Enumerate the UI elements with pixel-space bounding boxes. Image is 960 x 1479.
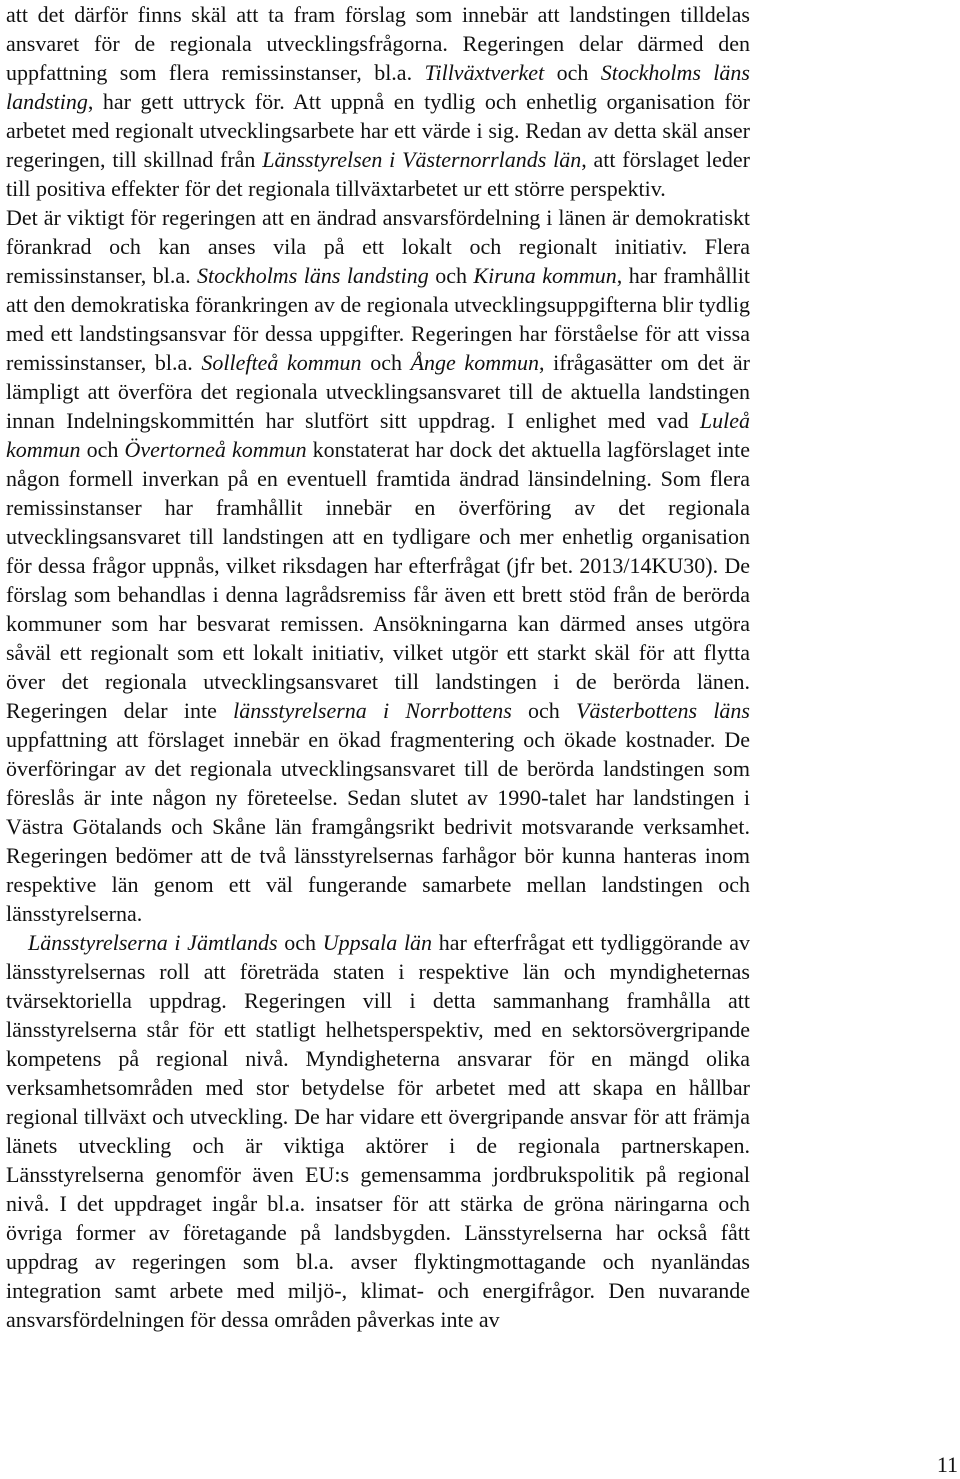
italic-reference: länsstyrelserna i Norrbottens [233,698,512,723]
text-run: och [80,437,125,462]
page-number: 11 [936,1452,958,1477]
text-run: konstaterat har dock det aktuella lagförslaget inte någon formell inverkan på en eventuell framtida ändrad länsindelning. Som flera remissinstanser har framhållit innebär en överföring av det regionala utvecklingsansvaret till landstingen att en tydligare och mer enhetlig organisation för dessa frågor uppnås, vilket riksdagen har efterfrågat (jfr bet. 2013/14KU30). De förslag som behandlas i denna lagrådsremiss får även ett brett stöd från de berörda kommuner som har besvarat remissen. Ansökningarna kan därmed anses utgöra såväl ett regionalt som ett lokalt initiativ, vilket utgör ett starkt skäl för att flytta över det regionala utvecklingsansvaret till landstingen i de berörda länen. Regeringen delar inte [6,437,750,723]
italic-reference: Uppsala län [322,930,433,955]
text-run: , ifrågasätter om det är lämpligt att överföra det regionala utvecklingsansvaret till de aktuella landstingen innan Indelningskommittén har slutfört sitt uppdrag. I enlighet med vad [6,350,751,433]
paragraph-3 [6,928,750,1334]
text-run: och [428,263,474,288]
text-run: Det är viktigt för regeringen att en ändrad ansvarsfördelning i länen är demokratiskt förankrad och kan anses vila på ett lokalt och regionalt initiativ. Flera remissinstanser, bl.a. [6,205,750,288]
document-body [6,0,750,1334]
text-run: har efterfrågat ett tydliggörande av länsstyrelsernas roll att företräda staten i respektive län och myndigheternas tvärsektoriella uppdrag. Regeringen vill i detta sammanhang framhålla att länsstyrelserna står för ett statligt helhetsperspektiv, med en sektorsövergripande kompetens på regional nivå. Myndigheterna ansvarar för en mängd olika verksamhetsområden med stor betydelse för arbetet med att skapa en hållbar regional tillväxt och utveckling. De har vidare ett övergripande ansvar för att främja länets utveckling och är viktiga aktörer i de regionala partnerskapen. Länsstyrelserna genomför även EU:s gemensamma jordbrukspolitik på regional nivå. I det uppdraget ingår bl.a. insatser för att stärka de gröna näringarna och övriga former av företagande på landsbygden. Länsstyrelserna har också fått uppdrag av regeringen som bl.a. avser flyktingmottagande och nyanländas integration samt arbete med miljö-, klimat- och energifrågor. Den nuvarande ansvarsfördelningen för dessa områden påverkas inte av [6,930,751,1332]
text-run: att det därför finns skäl att ta fram förslag som innebär att landstingen tilldelas ansvaret för de regionala utvecklingsfrågorna. Regeringen delar därmed den uppfattning som flera remissinstanser, bl.a. [6,2,750,85]
italic-reference: Övertorneå kommun [124,437,307,462]
text-run: och [511,698,577,723]
paragraph-2 [6,203,750,928]
italic-reference: Sollefteå kommun [201,350,362,375]
text-run: uppfattning att förslaget innebär en ökad fragmentering och ökade kostnader. De överföringar av det regionala utvecklingsansvaret till de berörda landstingen som föreslås är inte någon ny företeelse. Sedan slutet av 1990-talet har landstingen i Västra Götalands och Skåne län framgångsrikt bedrivit motsvarande verksamhet. Regeringen bedömer att de två länsstyrelsernas farhågor bör kunna hanteras inom respektive län genom ett väl fungerande samarbete mellan landstingen och länsstyrelserna. [6,727,750,926]
italic-reference: Stockholms läns landsting [6,60,750,114]
italic-reference: Tillväxtverket [424,60,545,85]
italic-reference: Ånge kommun [410,350,539,375]
text-run: och [361,350,411,375]
text-run: , har framhållit att den demokratiska förankringen av de regionala utvecklingsuppgifterna blir tydlig med ett landstingsansvar för dessa uppgifter. Regeringen har förståelse för att vissa remissinstanser, bl.a. [6,263,750,375]
italic-reference: Stockholms läns landsting [197,263,429,288]
text-run: och [544,60,601,85]
italic-reference: Västerbottens läns [576,698,750,723]
text-run: och [277,930,323,955]
italic-reference: Luleå kommun [6,408,750,462]
text-run: , att förslaget leder till positiva effekter för det regionala tillväxtarbetet ur ett större perspektiv. [6,147,750,201]
italic-reference: Länsstyrelsen i Västernorrlands län [262,147,582,172]
italic-reference: Kiruna kommun [473,263,617,288]
italic-reference: Länsstyrelserna i Jämtlands [28,930,278,955]
paragraph-1 [6,0,750,203]
text-run: , har gett uttryck för. Att uppnå en tydlig och enhetlig organisation för arbetet med regionalt utvecklingsarbete har ett värde i sig. Redan av detta skäl anser regeringen, till skillnad från [6,89,750,172]
